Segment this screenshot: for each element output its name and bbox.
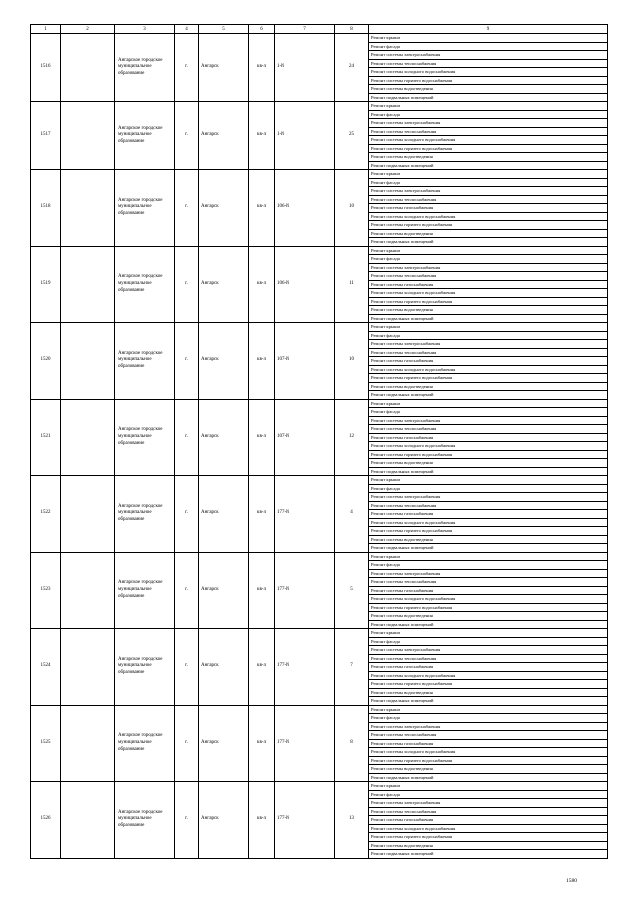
header-cell: 1	[31, 25, 61, 34]
repair-work-item: Ремонт системы горячего водоснабжения	[369, 77, 607, 86]
repair-work-item: Ремонт системы электроснабжения	[369, 417, 607, 426]
row-number-cell: 1523	[31, 552, 61, 629]
repair-work-item: Ремонт системы холодного водоснабжения	[369, 68, 607, 77]
repair-work-item: Ремонт крыши	[369, 476, 607, 485]
repair-works-cell	[369, 476, 608, 553]
repair-work-item: Ремонт системы теплоснабжения	[369, 808, 607, 817]
repair-work-item: Ремонт подвальных помещений	[371, 545, 434, 550]
header-cell: 4	[175, 25, 199, 34]
repair-work-item: Ремонт системы теплоснабжения	[369, 655, 607, 664]
repair-work-item: Ремонт системы холодного водоснабжения	[369, 672, 607, 681]
repair-work-item: Ремонт системы газоснабжения	[369, 510, 607, 519]
table-row	[31, 102, 608, 170]
city-cell: Ангарск	[199, 34, 249, 102]
table-row	[31, 552, 608, 629]
repair-work-item: Ремонт системы водоотведения	[369, 765, 607, 774]
municipality-cell: Ангарское городское муниципальное образование	[115, 782, 175, 859]
repair-work-item: Ремонт системы теплоснабжения	[369, 60, 607, 69]
repair-work-item: Ремонт крыши	[369, 629, 607, 638]
house-number-cell: 10	[335, 170, 369, 247]
repair-work-item: Ремонт системы водоотведения	[369, 459, 607, 468]
city-cell: Ангарск	[199, 399, 249, 476]
repair-work-item: Ремонт подвальных помещений	[371, 315, 434, 321]
quarter-cell: 177-й	[275, 782, 335, 859]
header-cell: 3	[115, 25, 175, 34]
table-row	[31, 34, 608, 102]
repair-work-item: Ремонт системы электроснабжения	[369, 646, 607, 655]
repair-work-item: Ремонт крыши	[369, 782, 607, 791]
repair-work-item: Ремонт подвальных помещений	[371, 162, 434, 168]
repair-work-item: Ремонт фасада	[369, 43, 607, 52]
settlement-type-cell: г.	[175, 705, 199, 782]
quarter-cell: 1-й	[275, 34, 335, 102]
repair-work-item: Ремонт системы электроснабжения	[369, 264, 607, 273]
city-cell: Ангарск	[199, 102, 249, 170]
repair-works-cell	[369, 246, 608, 323]
repair-work-item: Ремонт подвальных помещений	[371, 239, 434, 244]
street-type-cell: кв-л	[249, 705, 275, 782]
repair-works-cell	[369, 782, 608, 859]
settlement-type-cell: г.	[175, 629, 199, 706]
empty-cell	[61, 629, 115, 706]
repair-work-item: Ремонт фасада	[369, 791, 607, 800]
repair-work-item: Ремонт системы водоотведения	[369, 306, 607, 315]
empty-cell	[61, 705, 115, 782]
repair-work-item: Ремонт подвальных помещений	[371, 698, 434, 703]
repair-work-item: Ремонт системы водоотведения	[369, 85, 607, 94]
empty-cell	[61, 552, 115, 629]
municipality-cell: Ангарское городское муниципальное образование	[115, 399, 175, 476]
repair-work-item: Ремонт подвальных помещений	[371, 468, 434, 474]
empty-cell	[61, 170, 115, 247]
repair-work-item: Ремонт системы теплоснабжения	[369, 128, 607, 137]
page-number: 1580	[566, 878, 577, 884]
repair-work-item: Ремонт системы горячего водоснабжения	[369, 604, 607, 613]
house-number-cell: 12	[335, 399, 369, 476]
repair-work-item: Ремонт системы горячего водоснабжения	[369, 833, 607, 842]
row-number-cell: 1525	[31, 705, 61, 782]
row-number-cell: 1520	[31, 323, 61, 400]
document-sheet	[30, 24, 607, 859]
repair-work-item: Ремонт подвальных помещений	[371, 94, 434, 100]
municipality-cell: Ангарское городское муниципальное образование	[115, 476, 175, 553]
repair-work-item: Ремонт фасада	[369, 714, 607, 723]
repair-work-item: Ремонт крыши	[369, 323, 607, 332]
repair-work-item: Ремонт системы горячего водоснабжения	[369, 374, 607, 383]
house-number-cell: 25	[335, 102, 369, 170]
table-row	[31, 629, 608, 706]
house-number-cell: 4	[335, 476, 369, 553]
house-number-cell: 8	[335, 705, 369, 782]
repair-work-item: Ремонт системы теплоснабжения	[369, 502, 607, 511]
repair-work-item: Ремонт подвальных помещений	[371, 621, 434, 627]
repair-work-item: Ремонт подвальных помещений	[371, 392, 434, 397]
city-cell: Ангарск	[199, 323, 249, 400]
repair-work-item: Ремонт системы газоснабжения	[369, 281, 607, 290]
street-type-cell: кв-л	[249, 552, 275, 629]
repair-work-item: Ремонт системы горячего водоснабжения	[369, 145, 607, 154]
quarter-cell: 107-й	[275, 399, 335, 476]
repair-work-item: Ремонт системы теплоснабжения	[369, 196, 607, 205]
repair-work-item: Ремонт крыши	[369, 34, 607, 43]
repair-works-cell	[369, 629, 608, 706]
repair-works-cell	[369, 102, 608, 170]
repair-work-item: Ремонт крыши	[369, 400, 607, 409]
repair-work-item: Ремонт фасада	[369, 561, 607, 570]
city-cell: Ангарск	[199, 782, 249, 859]
repair-work-item: Ремонт системы электроснабжения	[369, 799, 607, 808]
municipality-cell: Ангарское городское муниципальное образование	[115, 323, 175, 400]
repair-work-item: Ремонт системы электроснабжения	[369, 723, 607, 732]
street-type-cell: кв-л	[249, 246, 275, 323]
repair-work-item: Ремонт системы горячего водоснабжения	[369, 451, 607, 460]
municipality-cell: Ангарское городское муниципальное образование	[115, 705, 175, 782]
empty-cell	[61, 246, 115, 323]
repair-works-cell	[369, 170, 608, 247]
row-number-cell: 1518	[31, 170, 61, 247]
repair-work-item: Ремонт системы газоснабжения	[369, 357, 607, 366]
street-type-cell: кв-л	[249, 102, 275, 170]
repair-work-item: Ремонт системы холодного водоснабжения	[369, 825, 607, 834]
quarter-cell: 106-й	[275, 246, 335, 323]
repair-work-item: Ремонт фасада	[369, 332, 607, 341]
repair-work-item: Ремонт фасада	[369, 485, 607, 494]
quarter-cell: 107-й	[275, 323, 335, 400]
house-number-cell: 11	[335, 246, 369, 323]
repair-work-item: Ремонт крыши	[369, 706, 607, 715]
repair-work-item: Ремонт системы горячего водоснабжения	[369, 221, 607, 230]
repair-work-item: Ремонт системы водоотведения	[369, 153, 607, 162]
repair-work-item: Ремонт системы электроснабжения	[369, 119, 607, 128]
repair-work-item: Ремонт системы электроснабжения	[369, 340, 607, 349]
repair-work-item: Ремонт системы теплоснабжения	[369, 425, 607, 434]
header-cell: 6	[249, 25, 275, 34]
repair-work-item: Ремонт системы холодного водоснабжения	[369, 442, 607, 451]
city-cell: Ангарск	[199, 476, 249, 553]
repair-register-table	[30, 24, 608, 859]
repair-work-item: Ремонт подвальных помещений	[371, 774, 434, 780]
repair-work-item: Ремонт системы газоснабжения	[369, 434, 607, 443]
street-type-cell: кв-л	[249, 323, 275, 400]
settlement-type-cell: г.	[175, 323, 199, 400]
row-number-cell: 1519	[31, 246, 61, 323]
repair-work-item: Ремонт системы холодного водоснабжения	[369, 366, 607, 375]
header-cell: 9	[369, 25, 608, 34]
repair-work-item: Ремонт системы водоотведения	[369, 689, 607, 698]
header-cell: 7	[275, 25, 335, 34]
table-row	[31, 782, 608, 859]
repair-work-item: Ремонт системы горячего водоснабжения	[369, 527, 607, 536]
repair-work-item: Ремонт системы водоотведения	[369, 612, 607, 621]
repair-works-cell	[369, 552, 608, 629]
repair-work-item: Ремонт системы теплоснабжения	[369, 349, 607, 358]
repair-work-item: Ремонт системы горячего водоснабжения	[369, 757, 607, 766]
quarter-cell: 177-й	[275, 629, 335, 706]
city-cell: Ангарск	[199, 705, 249, 782]
repair-work-item: Ремонт системы теплоснабжения	[369, 272, 607, 281]
municipality-cell: Ангарское городское муниципальное образование	[115, 246, 175, 323]
header-cell: 2	[61, 25, 115, 34]
table-body	[31, 25, 608, 859]
repair-work-item: Ремонт системы холодного водоснабжения	[369, 136, 607, 145]
table-row	[31, 246, 608, 323]
repair-work-item: Ремонт системы холодного водоснабжения	[369, 213, 607, 222]
repair-work-item: Ремонт фасада	[369, 111, 607, 120]
repair-work-item: Ремонт системы электроснабжения	[369, 493, 607, 502]
repair-work-item: Ремонт системы газоснабжения	[369, 204, 607, 213]
quarter-cell: 106-й	[275, 170, 335, 247]
repair-work-item: Ремонт крыши	[369, 170, 607, 179]
house-number-cell: 5	[335, 552, 369, 629]
settlement-type-cell: г.	[175, 476, 199, 553]
empty-cell	[61, 476, 115, 553]
settlement-type-cell: г.	[175, 552, 199, 629]
header-cell: 5	[199, 25, 249, 34]
city-cell: Ангарск	[199, 170, 249, 247]
house-number-cell: 24	[335, 34, 369, 102]
row-number-cell: 1524	[31, 629, 61, 706]
municipality-cell: Ангарское городское муниципальное образование	[115, 629, 175, 706]
table-row	[31, 476, 608, 553]
street-type-cell: кв-л	[249, 782, 275, 859]
municipality-cell: Ангарское городское муниципальное образование	[115, 34, 175, 102]
street-type-cell: кв-л	[249, 629, 275, 706]
repair-works-cell	[369, 34, 608, 102]
repair-work-item: Ремонт крыши	[369, 102, 607, 111]
row-number-cell: 1522	[31, 476, 61, 553]
municipality-cell: Ангарское городское муниципальное образование	[115, 170, 175, 247]
repair-work-item: Ремонт фасада	[369, 179, 607, 188]
settlement-type-cell: г.	[175, 399, 199, 476]
repair-work-item: Ремонт фасада	[369, 408, 607, 417]
repair-work-item: Ремонт фасада	[369, 638, 607, 647]
repair-work-item: Ремонт крыши	[369, 247, 607, 256]
empty-cell	[61, 34, 115, 102]
city-cell: Ангарск	[199, 629, 249, 706]
settlement-type-cell: г.	[175, 102, 199, 170]
municipality-cell: Ангарское городское муниципальное образование	[115, 102, 175, 170]
repair-work-item: Ремонт системы газоснабжения	[369, 816, 607, 825]
row-number-cell: 1526	[31, 782, 61, 859]
street-type-cell: кв-л	[249, 34, 275, 102]
quarter-cell: 1-й	[275, 102, 335, 170]
settlement-type-cell: г.	[175, 170, 199, 247]
city-cell: Ангарск	[199, 552, 249, 629]
quarter-cell: 177-й	[275, 705, 335, 782]
repair-work-item: Ремонт фасада	[369, 255, 607, 264]
empty-cell	[61, 323, 115, 400]
street-type-cell: кв-л	[249, 476, 275, 553]
city-cell: Ангарск	[199, 246, 249, 323]
repair-work-item: Ремонт системы водоотведения	[369, 383, 607, 392]
empty-cell	[61, 399, 115, 476]
repair-work-item: Ремонт системы газоснабжения	[369, 587, 607, 596]
quarter-cell: 177-й	[275, 476, 335, 553]
header-cell: 8	[335, 25, 369, 34]
municipality-cell: Ангарское городское муниципальное образование	[115, 552, 175, 629]
repair-work-item: Ремонт системы водоотведения	[369, 536, 607, 545]
repair-work-item: Ремонт системы электроснабжения	[369, 570, 607, 579]
repair-work-item: Ремонт системы теплоснабжения	[369, 731, 607, 740]
repair-work-item: Ремонт системы водоотведения	[369, 230, 607, 239]
settlement-type-cell: г.	[175, 782, 199, 859]
house-number-cell: 10	[335, 323, 369, 400]
settlement-type-cell: г.	[175, 34, 199, 102]
house-number-cell: 7	[335, 629, 369, 706]
repair-work-item: Ремонт системы газоснабжения	[369, 740, 607, 749]
repair-work-item: Ремонт системы электроснабжения	[369, 187, 607, 196]
quarter-cell: 177-й	[275, 552, 335, 629]
repair-work-item: Ремонт системы водоотведения	[369, 842, 607, 851]
repair-work-item: Ремонт системы холодного водоснабжения	[369, 595, 607, 604]
table-row	[31, 170, 608, 247]
empty-cell	[61, 782, 115, 859]
row-number-cell: 1517	[31, 102, 61, 170]
row-number-cell: 1516	[31, 34, 61, 102]
street-type-cell: кв-л	[249, 399, 275, 476]
empty-cell	[61, 102, 115, 170]
row-number-cell: 1521	[31, 399, 61, 476]
repair-work-item: Ремонт подвальных помещений	[371, 851, 434, 856]
street-type-cell: кв-л	[249, 170, 275, 247]
repair-work-item: Ремонт системы горячего водоснабжения	[369, 298, 607, 307]
repair-work-item: Ремонт системы горячего водоснабжения	[369, 680, 607, 689]
settlement-type-cell: г.	[175, 246, 199, 323]
repair-work-item: Ремонт системы холодного водоснабжения	[369, 519, 607, 528]
table-row	[31, 705, 608, 782]
house-number-cell: 13	[335, 782, 369, 859]
repair-work-item: Ремонт крыши	[369, 553, 607, 562]
table-row	[31, 323, 608, 400]
repair-work-item: Ремонт системы электроснабжения	[369, 51, 607, 60]
repair-works-cell	[369, 323, 608, 400]
repair-works-cell	[369, 705, 608, 782]
table-row	[31, 399, 608, 476]
repair-work-item: Ремонт системы газоснабжения	[369, 663, 607, 672]
column-number-header	[31, 25, 608, 34]
repair-work-item: Ремонт системы холодного водоснабжения	[369, 748, 607, 757]
repair-work-item: Ремонт системы теплоснабжения	[369, 578, 607, 587]
repair-works-cell	[369, 399, 608, 476]
repair-work-item: Ремонт системы холодного водоснабжения	[369, 289, 607, 298]
